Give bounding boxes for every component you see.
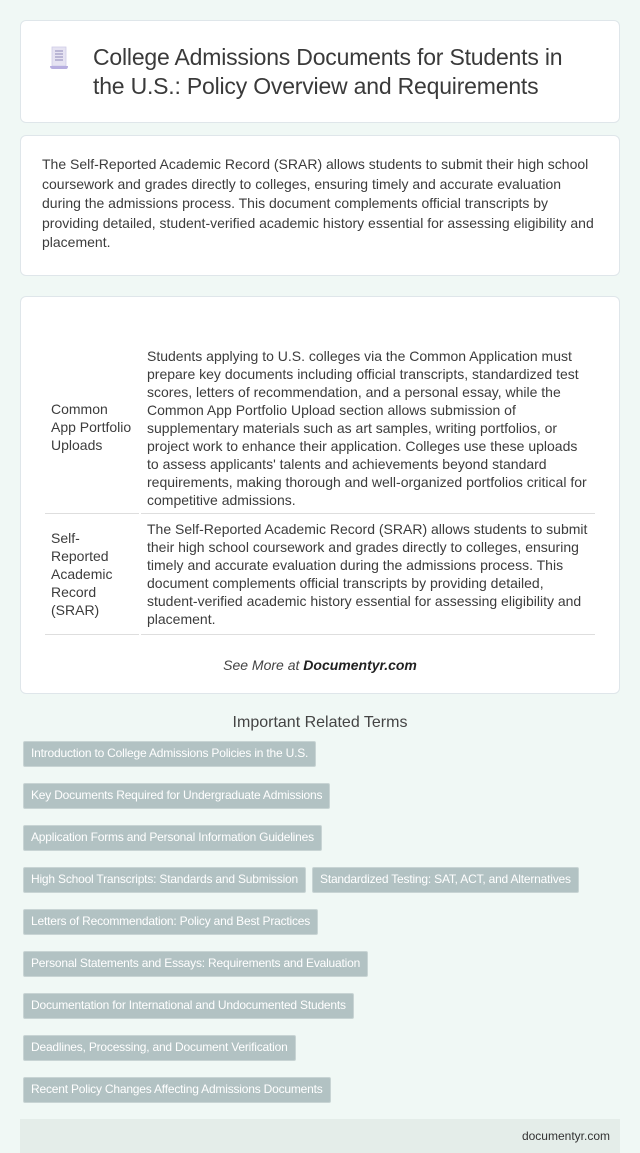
related-term-tag[interactable]: High School Transcripts: Standards and Submission [23,867,306,893]
related-terms-list [20,741,620,1103]
term-cell: Self-Reported Academic Record (SRAR) [45,514,139,635]
description-cell: Students applying to U.S. colleges via the Common Application must prepare key documents including official transcripts, standardized test scores, letters of recommendation, and a personal essay, while the Common App Portfolio Upload section allows submission of supplementary materials such as art samples, writing portfolios, or project work to enhance their application. Colleges use these uploads to assess applicants' talents and achievements beyond standard requirements, making thorough and well-organized portfolios critical for competitive admissions. [141,321,595,514]
see-more-link[interactable]: Documentyr.com [303,656,417,673]
terms-table-card [20,296,620,694]
see-more-prefix: See More at [223,656,304,673]
related-term-tag[interactable]: Key Documents Required for Undergraduate Admissions [23,783,330,809]
related-term-tag[interactable]: Introduction to College Admissions Policies in the U.S. [23,741,316,767]
related-term-tag[interactable]: Recent Policy Changes Affecting Admissions Documents [23,1077,331,1103]
related-term-tag[interactable]: Letters of Recommendation: Policy and Best Practices [23,909,318,935]
related-term-tag[interactable]: Deadlines, Processing, and Document Verification [23,1035,296,1061]
intro-card [20,135,620,276]
related-term-tag[interactable]: Application Forms and Personal Information Guidelines [23,825,322,851]
terms-table [43,321,597,635]
term-cell: Common App Portfolio Uploads [45,321,139,514]
table-row [45,514,595,635]
intro-text: The Self-Reported Academic Record (SRAR) allows students to submit their high school coursework and grades directly to colleges, ensuring timely and accurate evaluation during the admissions process. This document complements official transcripts by providing detailed, student-verified academic history essential for assessing eligibility and placement. [42,156,594,250]
page-title: College Admissions Documents for Students in the U.S.: Policy Overview and Requirements [93,43,563,99]
header-card [20,20,620,123]
related-term-tag[interactable]: Documentation for International and Undocumented Students [23,993,354,1019]
see-more [43,657,597,673]
table-row [45,321,595,514]
receipt-document-icon [49,46,69,70]
description-cell: The Self-Reported Academic Record (SRAR) allows students to submit their high school coursework and grades directly to colleges, ensuring timely and accurate evaluation during the admissions process. This document complements official transcripts by providing detailed, student-verified academic history essential for assessing eligibility and placement. [141,514,595,635]
related-term-tag[interactable]: Standardized Testing: SAT, ACT, and Alternatives [312,867,579,893]
related-terms-title: Important Related Terms [232,713,408,731]
footer [20,1119,620,1153]
footer-site-link[interactable]: documentyr.com [521,1128,610,1143]
related-term-tag[interactable]: Personal Statements and Essays: Requirements and Evaluation [23,951,368,977]
